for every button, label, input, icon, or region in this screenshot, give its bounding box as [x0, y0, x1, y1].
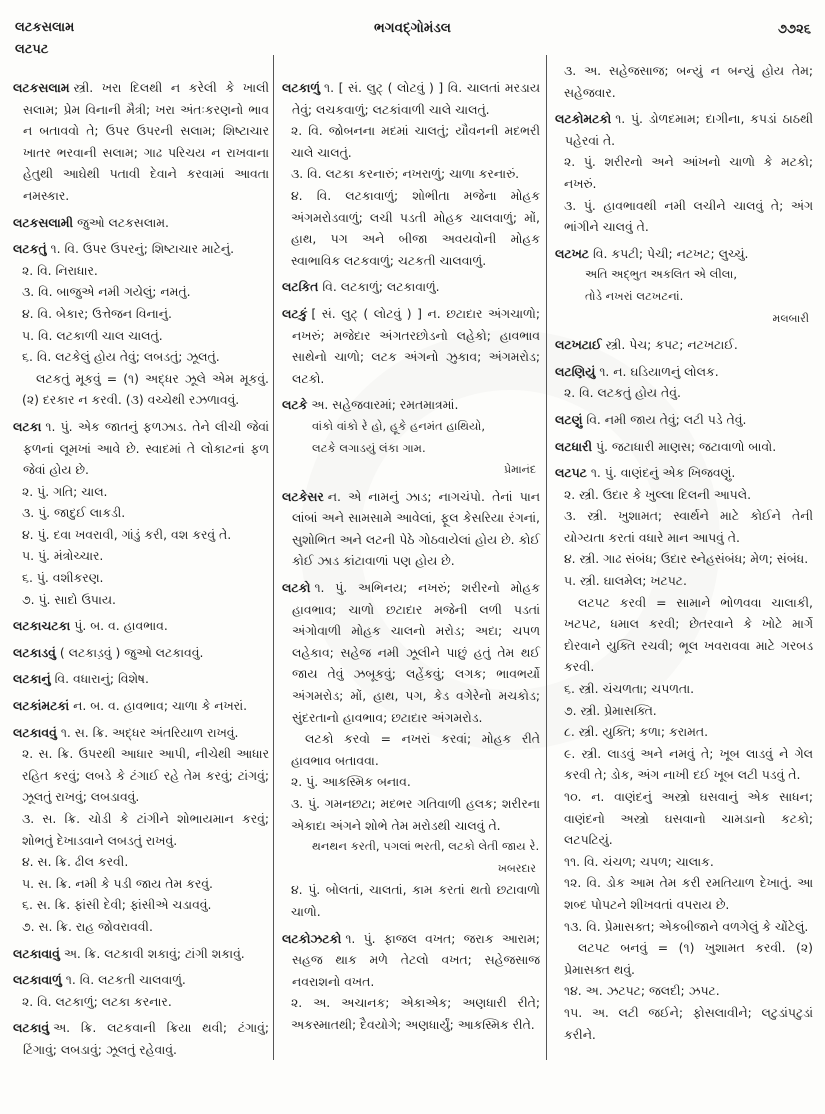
entry-sense [22, 303, 269, 325]
entry-text: વિ. વધારાનું; વિશેષ. [54, 671, 149, 687]
headword: લટધારી [555, 438, 592, 454]
entry-text: અ. સહેજવારમાં; રમતમાત્રમાં. [311, 397, 459, 413]
dictionary-entry [555, 462, 813, 484]
entry-text: લટકો કરવો = નખરાં કરવાં; મોહક રીતે હાવભાવ બતાવવા. [291, 731, 540, 768]
entry-text: જુઓ લટકસલામ. [77, 214, 169, 230]
entry-sense [291, 185, 540, 271]
entry-sense [291, 879, 540, 922]
entry-text: ૧. વિ. ઉપર ઉપરનું; શિષ્ટાચાર માટેનું. [50, 241, 235, 257]
entry-text: ૧. પું. વાણંદનું એક ખિજવણું. [590, 465, 736, 481]
entry-text: ૨. અ. અચાનક; એકાએક; અણધારી રીતે; અકસ્માતથી; દૈવયોગે; અણધાર્યું; આકસ્મિક રીતે. [291, 995, 540, 1032]
entry-text: ૯. સ્ત્રી. લાડવું અને નમવું તે; ખૂબ લાડવું ને ગેલ કરવી તે; ડોક, અંગ નાખી દઈ ખૂબ લટી પડવું તે. [564, 745, 813, 783]
entry-text: પું. બ. વ. હાવભાવ. [74, 618, 168, 634]
entry-sense [564, 872, 813, 915]
entry-text: ૧. પું. ડોળદમામ; દાગીના, કપડાં ઠાઠથી પહેરવાં તે. [565, 111, 813, 148]
entry-text: ન. એ નામનું ઝાડ; નાગચંપો. તેનાં પાન લાંબાં અને સામસામે આવેલાં, ફૂલ કેસરિયા રંગનાં, સુશોભિત અને લટની પેઠે ગોઠવાયેલાં હોય છે. કોઈ કોઈ ઝાડ કાંટાવાળાં પણ હોય છે. [292, 488, 540, 569]
entry-text: ૪. વિ. બેકાર; ઉત્તેજન વિનાનું. [22, 305, 172, 321]
entry-text: ૨. વિ. જોબનના મદમાં ચાલતું; યૌવનની મદભરી ચાલે ચાલતું. [291, 123, 540, 160]
quotation-line [555, 286, 813, 308]
entry-text: પ્રેમાનંદ [504, 463, 536, 477]
entry-text: લટપટ કરવી = સામાને ભોળવવા ચાલાકી, ખટપટ, ધમાલ કરવી; છેતરવાને કે ખોટે માર્ગે દોરવાને યુક્તિ રચવી; ભૂલ ખવરાવવા માટે ગરબડ કરવી. [564, 594, 813, 675]
entry-text: અ. ક્રિ. લટકાવી શકાવું; ટાંગી શકાવું. [63, 945, 245, 961]
dictionary-entry [555, 436, 813, 458]
idiom-phrase [282, 728, 540, 771]
dictionary-entry [282, 276, 540, 298]
dictionary-entry [555, 243, 813, 265]
headword: લટકો [282, 580, 311, 596]
entry-text: ૭. સ્ત્રી. પ્રેમાસક્તિ. [564, 702, 657, 718]
entry-text: ૪. પું. બોલતાં, ચાલતાં, કામ કરતાં થતો છટાવાળો ચાળો. [291, 882, 540, 919]
entry-text: લટકે લગાડયું લંકા ગામ. [312, 440, 426, 455]
entry-sense [564, 916, 813, 938]
dictionary-entry [282, 928, 540, 993]
entry-text: ૬. પું. વશીકરણ. [22, 570, 104, 586]
entry-sense [291, 120, 540, 163]
headword: લટકાડવું [13, 644, 56, 660]
quotation-attribution [282, 858, 540, 880]
dictionary-entry [13, 642, 269, 664]
entry-sense [564, 786, 813, 851]
entry-text: પું. જટાધારી માણસ; જટાવાળો બાવો. [596, 438, 777, 454]
entry-sense [22, 346, 269, 368]
entry-text: ૧૪. અ. ઝટપટ; જલદી; ઝપટ. [564, 983, 720, 999]
entry-sense [564, 382, 813, 404]
entry-text: ૫. સ્ત્રી. ઘાલમેલ; ખટપટ. [564, 573, 687, 589]
entry-text: ૧૫. અ. લટી જઈને; ફોસલાવીને; લટુડાંપટુડાં કરીને. [564, 1004, 813, 1042]
headword: લટકોમટકો [555, 111, 612, 127]
headword: લટકેસર [282, 488, 324, 504]
quotation-attribution [282, 459, 540, 481]
headword: લટકાવું [13, 1020, 50, 1036]
entry-text: [ સં. લુટ્ ( લોટવું ) ] ન. છટાદાર અંગચાળો; નખરું; મજેદાર અંગતરછોડનો લહેકો; હાવભાવ સાથેનો ચાળો; લટક અંગનો ઝુકાવ; અંગમરોડ; લટકો. [292, 305, 540, 386]
headword: લટણું [555, 411, 583, 427]
idiom-phrase [555, 937, 813, 980]
entry-sense [22, 808, 269, 851]
entry-text: ૪. વિ. લટકાવાળું; શોભીતા મજેના મોહક અંગમરોડવાળું; લચી પડતી મોહક ચાલવાળું; મોં, હાથ, પગ અને બીજા અવયવોની મોહક સ્વાભાવિક લટકવાળું; ચટકતી ચાલવાળું. [291, 187, 540, 268]
dictionary-entry [282, 77, 540, 120]
entry-text: ૨. સ્ત્રી. ઉદાર કે ખુલ્લા દિલની આપલે. [564, 486, 752, 502]
idiom-phrase [13, 368, 269, 411]
headword: લટકાવાળું [13, 972, 62, 988]
entry-text: વાંકો વાંકો રે હો, હૂકે હનમંત હાથિયો, [312, 418, 486, 433]
entry-text: ૩. પું. જાદુઈ લાકડી. [22, 505, 126, 521]
entry-sense [22, 589, 269, 611]
entry-text: ૩. વિ. બાજુએ નમી ગયેલું; નમતું. [22, 284, 191, 300]
entry-text: અ. ક્રિ. લટકવાની ક્રિયા થવી; ટંગાવું; ટિંગાવું; લબડાવું; ઝૂલતું રહેવાવું. [23, 1020, 269, 1057]
column-1 [13, 72, 269, 1061]
guide-word-last: લટપટ [15, 42, 49, 57]
headword: લટકું [282, 305, 308, 321]
dictionary-entry [13, 668, 269, 690]
entry-text: ૨. સ. ક્રિ. ઉપરથી આધાર આપી, નીચેથી આધાર રહિત કરવું; લબડે કે ટંગાઈ રહે તેમ કરવું; ટાંગવું; ઝૂલતું રાખવું; લબડાવવું. [22, 746, 269, 805]
entry-text: ન. બ. વ. હાવભાવ; ચાળા કે નખરાં. [73, 698, 248, 714]
entry-sense [564, 505, 813, 548]
dictionary-entry [555, 334, 813, 356]
entry-sense [22, 567, 269, 589]
dictionary-entry [555, 108, 813, 151]
entry-text: ૧. સ. ક્રિ. અદ્ધર અંતરિયાળ રાખવું. [60, 724, 239, 740]
entry-text: ૫. પું. મંત્રોચ્ચાર. [22, 548, 104, 564]
entry-sense [564, 743, 813, 786]
entry-sense [22, 260, 269, 282]
entry-text: વિ. નમી જાય તેવું; લટી પડે તેવું. [586, 411, 747, 427]
entry-sense [564, 851, 813, 873]
entry-text: તોડે નખરાં લટખટનાં. [585, 288, 684, 303]
entry-text: ૩. અ. સહેજસાજ; બન્યું ન બન્યું હોય તેમ; સહેજવાર. [564, 63, 813, 100]
dictionary-entry [555, 409, 813, 431]
column-divider [546, 55, 547, 1060]
entry-sense [564, 570, 813, 592]
dictionary-entry [13, 722, 269, 744]
entry-text: ૪. સ. ક્રિ. ઢીલ કરવી. [22, 854, 129, 870]
headword: લટપટ [555, 465, 587, 481]
entry-text: વિ. લટકાળું; લટકાવાળું. [322, 279, 440, 295]
headword: લટખટાઈ [555, 337, 602, 353]
entry-text: ૬. સ્ત્રી. ચંચળતા; ચપળતા. [564, 681, 695, 697]
entry-sense [22, 481, 269, 503]
dictionary-entry [13, 695, 269, 717]
entry-text: ૨. પું. શરીરનો અને આંખનો ચાળો કે મટકો; નખરું. [564, 154, 813, 191]
dictionary-entry [282, 303, 540, 389]
entry-sense [22, 851, 269, 873]
entry-sense [564, 700, 813, 722]
entry-text: ૧. પું. ફાજલ વખત; જરાક આરામ; સહજ થાક મળે તેટલો વખત; સહેજસાજ નવરાશનો વખત. [292, 930, 540, 989]
dictionary-entry [282, 577, 540, 728]
dictionary-entry [13, 212, 269, 234]
entry-sense [564, 1002, 813, 1045]
entry-text: અતિ અદ્ભુત અકલિત એ લીલા, [585, 267, 738, 282]
dictionary-entry [13, 969, 269, 991]
headword: લટકાંમટકાં [13, 698, 70, 714]
entry-text: ૩. પું. હાવભાવથી નમી લચીને ચાલવું તે; અંગ ભાંગીને ચાલવું તે. [564, 197, 813, 235]
headword: લટકાનું [13, 671, 51, 687]
headword: લટકે [282, 397, 308, 413]
entry-sense [22, 873, 269, 895]
idiom-phrase [555, 592, 813, 678]
entry-text: ૩. સ્ત્રી. ખુશામત; સ્વાર્થને માટે કોઈને તેની યોગ્યતા કરતાં વધારે માન આપવું તે. [564, 508, 813, 545]
headword: લટકસલામી [13, 214, 74, 230]
entry-sense [22, 524, 269, 546]
entry-sense [291, 992, 540, 1035]
entry-sense [564, 548, 813, 570]
column-3 [555, 60, 813, 1045]
dictionary-entry [13, 416, 269, 481]
dictionary-entry [13, 615, 269, 637]
headword: લટકાવવું [13, 724, 57, 740]
entry-text: ૭. સ. ક્રિ. રાહ જોવરાવવી. [22, 918, 153, 934]
entry-sense [22, 502, 269, 524]
entry-text: સ્ત્રી. પેચ; કપટ; નટખટાઈ. [605, 337, 738, 353]
entry-sense [22, 325, 269, 347]
entry-sense [291, 163, 540, 185]
entry-sense [291, 771, 540, 793]
headword: લટકિત [282, 279, 319, 295]
entry-text: ( લટકાડ઼વું ) જુઓ લટકાવવું. [59, 644, 204, 660]
entry-sense [564, 721, 813, 743]
entry-sense [22, 281, 269, 303]
entry-text: ૩. પું. ગમનછટા; મદભર ગતિવાળી હલક; શરીરના એકાદા અંગને શોભે તેમ મરોડથી ચાલવું તે. [291, 796, 540, 833]
entry-text: થનથન કરતી, પગલાં ભરતી, લટકો લેતી જાય રે. [312, 839, 540, 854]
entry-text: ૨. વિ. નિરાધાર. [22, 262, 98, 278]
entry-text: ૬. વિ. લટકેલું હોય તેવું; લબડતું; ઝૂલતું. [22, 349, 220, 365]
entry-text: ૭. પું. સાદો ઉપાય. [22, 591, 116, 607]
headword: લટકતું [13, 241, 47, 257]
entry-text: લટપટ બનવું = (૧) ખુશામત કરવી. (૨) પ્રેમાસક્ત થવું. [564, 940, 813, 977]
entry-text: ૧. પું. અભિનય; નખરું; શરીરનો મોહક હાવભાવ; ચાળો છટાદાર મજેની લળી પડતાં અંગોવાળી મોહક ચાલનો મરોડ; અદા; ચપળ લહેકાવ; સહેજ નમી ઝૂલીને પાછું હતું તેમ થઈ જાય તેવું ઝબૂકવું; લહેંકવું; લગક; ભાવભર્યો અંગમરોડ; મોં, હાથ, પગ, કેડ વગેરેનો મચકોડ; સુંદરતાનો હાવભાવ; છટાદાર અંગમરોડ. [292, 580, 540, 725]
entry-sense [564, 980, 813, 1002]
entry-text: ૨. પું. આકસ્મિક બનાવ. [291, 774, 411, 790]
headword: લટણિયું [555, 363, 596, 379]
entry-text: વિ. કપટી; પેચી; નટખટ; લુચ્ચું. [592, 245, 749, 261]
entry-text: ૨. પું. ગતિ; ચાલ. [22, 483, 108, 499]
quotation-line [282, 836, 540, 858]
entry-text: ૫. વિ. લટકાળી ચાલ ચાલતું. [22, 327, 163, 343]
headword: લટકોઝટકો [282, 930, 342, 946]
entry-text: ૩. સ. ક્રિ. ચોડી કે ટાંગીને શોભાયમાન કરવું; શોભતું દેખાડવાને લબડતું રાખવું. [22, 811, 269, 848]
quotation-line [555, 264, 813, 286]
entry-text: ૪. સ્ત્રી. ગાઢ સંબંધ; ઉદાર સ્નેહસંબંધ; મેળ; સંબંધ. [564, 551, 809, 567]
dictionary-entry [555, 361, 813, 383]
entry-text: સ્ત્રી. ખરા દિલથી ન કરેલી કે ખાલી સલામ; પ્રેમ વિનાની મૈત્રી; ખરા અંતઃકરણનો ભાવ ન બતાવવો તે; ઉપર ઉપરની સલામ; શિષ્ટાચાર ખાતર ભરવાની સલામ; ગાઢ પરિચય ન રાખવાના હેતુથી આઘેથી પતાવી દેવાને કરવામાં આવતા નમસ્કાર. [23, 80, 269, 203]
entry-sense [22, 991, 269, 1013]
entry-text: ૪. પું. દવા ખવરાવી, ગાંડું કરી, વશ કરવું તે. [22, 526, 232, 542]
column-2 [282, 72, 540, 1036]
guide-word-first: લટકસલામ [15, 20, 75, 35]
quotation-line [282, 438, 540, 460]
entry-text: ૬. સ. ક્રિ. ફાંસી દેવી; ફાંસીએ ચડાવવું. [22, 897, 212, 913]
entry-text: ૧૧. વિ. ચંચળ; ચપળ; ચાલાક. [564, 853, 714, 869]
page-title: ભગવદ્ગોમંડલ [374, 20, 451, 36]
headword: લટકાવાવું [13, 945, 60, 961]
column-divider [273, 55, 274, 1060]
entry-text: મલબારી [772, 311, 809, 325]
entry-text: ૨. વિ. લટકતું હોય તેવું. [564, 385, 681, 401]
page-number: ૭૭૨૬ [778, 22, 811, 37]
entry-sense [564, 484, 813, 506]
quotation-line [282, 416, 540, 438]
entry-sense [564, 60, 813, 103]
entry-text: ખબરદાર [497, 861, 536, 875]
entry-text: ૧. [ સં. લુટ્ ( લોટવું ) ] વિ. ચાલતાં મરડાય તેવું; લચકવાળું; લટકાંવાળી ચાલે ચાલતું. [292, 80, 540, 117]
entry-text: ૧૩. વિ. પ્રેમાસક્ત; એકબીજાને વળગેલું કે ચોંટેલું. [564, 918, 809, 934]
entry-sense [291, 793, 540, 836]
dictionary-entry [282, 486, 540, 572]
entry-sense [22, 545, 269, 567]
headword: લટકસલામ [13, 80, 70, 95]
entry-text: ૧. વિ. લટકતી ચાલવાળું. [65, 972, 186, 988]
entry-text: ૧૨. વિ. ડોક આમ તેમ કરી રમતિયાળ દેખાતું. આ શબ્દ પોપટને શીખવતાં વપરાય છે. [564, 875, 813, 912]
entry-text: ૩. વિ. લટકા કરનારું; નખરાળું; ચાળા કરનારું. [291, 166, 520, 182]
entry-sense [22, 743, 269, 808]
headword: લટખટ [555, 245, 589, 261]
entry-text: ૫. સ. ક્રિ. નમી કે પડી જાય તેમ કરવું. [22, 875, 213, 891]
dictionary-entry [13, 77, 269, 207]
headword: લટકા [13, 418, 42, 434]
dictionary-entry [282, 394, 540, 416]
headword: લટકાચટકા [13, 618, 71, 634]
entry-text: ૨. વિ. લટકાળું; લટકા કરનાર. [22, 993, 172, 1009]
dictionary-entry [13, 943, 269, 965]
entry-sense [564, 151, 813, 194]
entry-text: ૧૦. ન. વાણંદનું અસ્ત્રો ઘસવાનું એક સાધન; વાણંદનો અસ્ત્રો ઘસવાનો ચામડાનો કટકો; લટપટિયું. [564, 789, 813, 848]
entry-sense [564, 678, 813, 700]
entry-text: લટકતું મૂકવું = (૧) અદ્ધર ઝૂલે એમ મૂકવું. (૨) દરકાર ન કરવી. (૩) વચ્ચેથી રઝળાવવું. [22, 370, 269, 408]
entry-text: ૧. ન. ઘડિયાળનું લોલક. [599, 363, 719, 379]
entry-sense [22, 894, 269, 916]
entry-sense [22, 916, 269, 938]
entry-sense [564, 195, 813, 238]
quotation-attribution [555, 308, 813, 330]
entry-text: ૮. સ્ત્રી. યુક્તિ; કળા; કરામત. [564, 724, 709, 740]
headword: લટકાળું [282, 80, 321, 95]
dictionary-entry [13, 238, 269, 260]
dictionary-entry [13, 1017, 269, 1060]
entry-text: ૧. પું. એક જાતનું ફળઝાડ. તેને લીચી જેવાં ફળનાં લૂમખાં આવે છે. સ્વાદમાં તે લોકાટનાં ફળ જેવાં હોય છે. [23, 418, 269, 478]
